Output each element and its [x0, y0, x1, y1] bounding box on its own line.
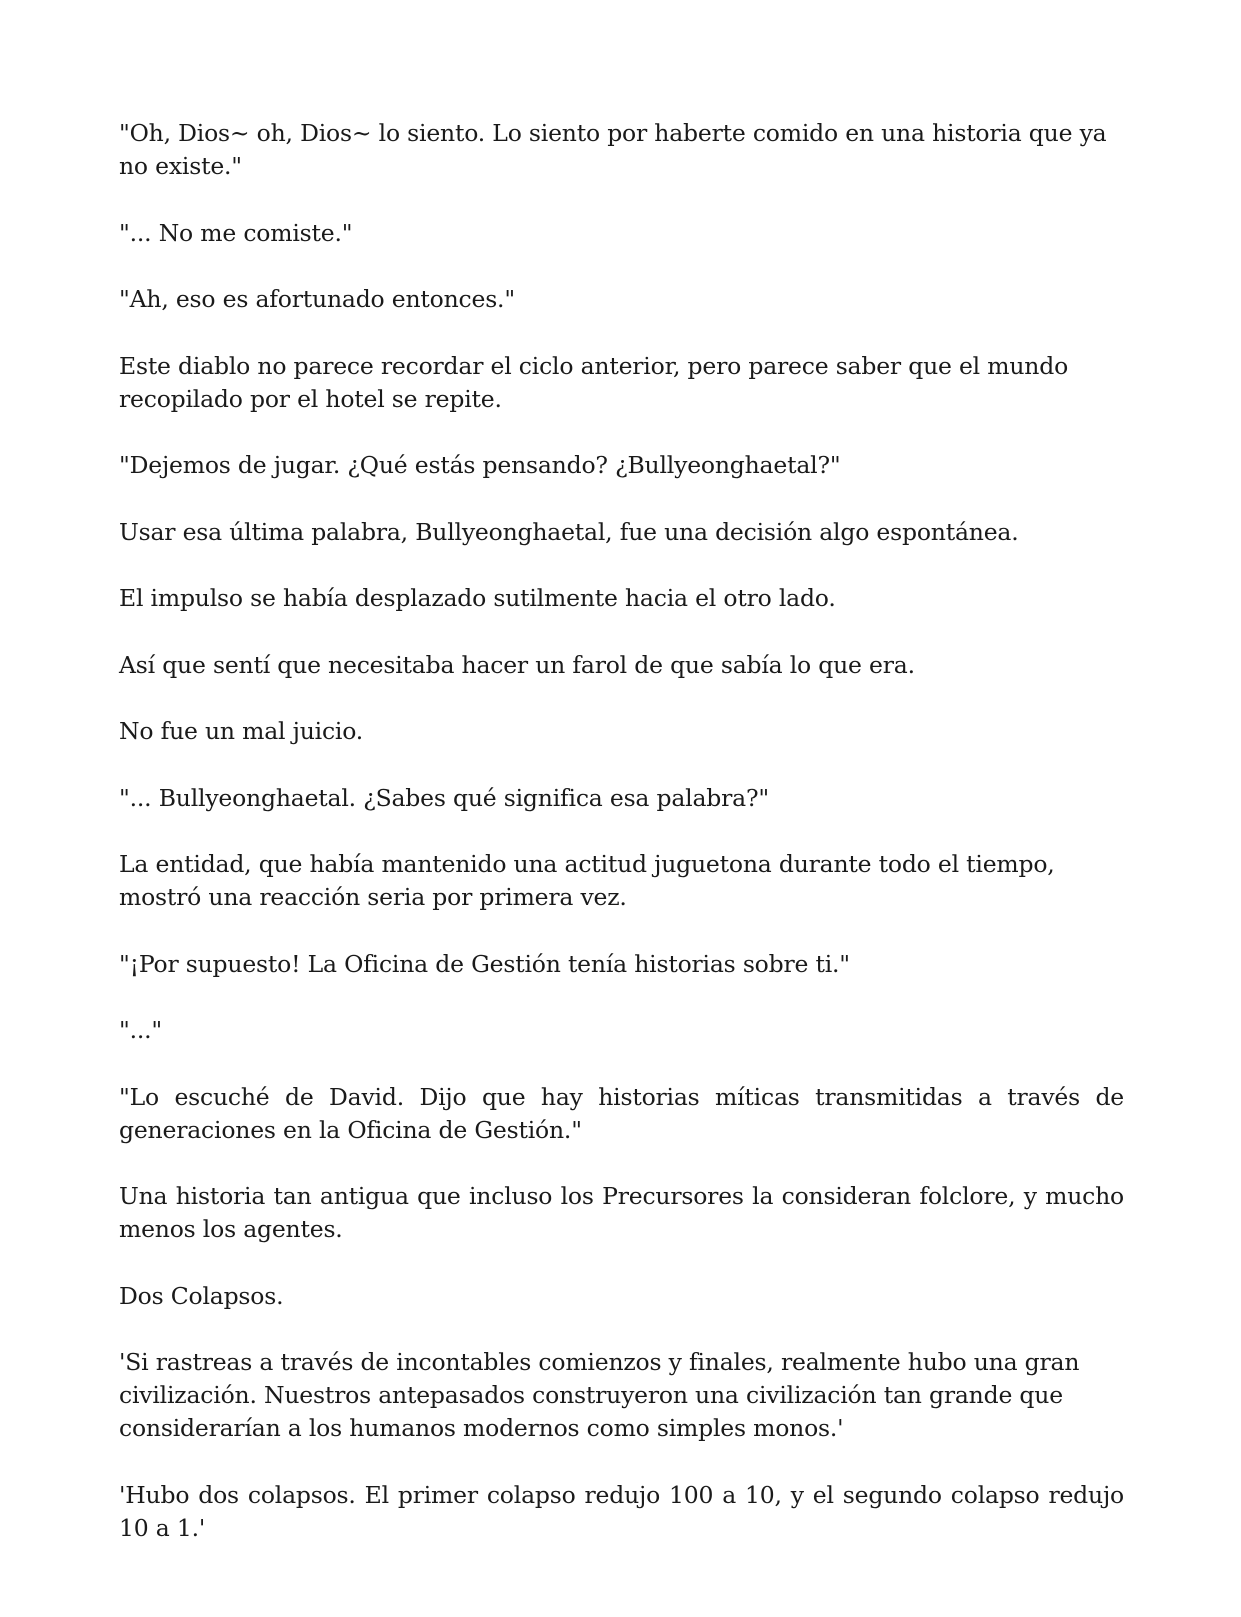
- paragraph: "Oh, Dios~ oh, Dios~ lo siento. Lo siento por haberte comido en una historia que ya no existe.": [119, 119, 1107, 180]
- paragraph: Usar esa última palabra, Bullyeonghaetal, fue una decisión algo espontánea.: [119, 517, 1019, 546]
- paragraph: "Ah, eso es afortunado entonces.": [119, 285, 515, 313]
- paragraph: El impulso se había desplazado sutilmente hacia el otro lado.: [119, 584, 836, 612]
- document-page: [119, 117, 1124, 1578]
- paragraph: Así que sentí que necesitaba hacer un farol de que sabía lo que era.: [119, 650, 915, 679]
- paragraph: La entidad, que había mantenido una actitud juguetona durante todo el tiempo, mostró una reacción seria por primera vez.: [119, 850, 1055, 911]
- paragraph: 'Si rastreas a través de incontables comienzos y finales, realmente hubo una gran civilización. Nuestros antepasados construyeron una civilización tan grande que considerarían a los humanos modernos como simples monos.': [119, 1348, 1080, 1442]
- paragraph: Una historia tan antigua que incluso los Precursores la consideran folclore, y mucho menos los agentes.: [119, 1182, 1124, 1243]
- paragraph: "¡Por supuesto! La Oficina de Gestión tenía historias sobre ti.": [119, 949, 850, 978]
- paragraph: "... Bullyeonghaetal. ¿Sabes qué significa esa palabra?": [119, 783, 769, 812]
- paragraph: Este diablo no parece recordar el ciclo anterior, pero parece saber que el mundo recopilado por el hotel se repite.: [119, 351, 1069, 413]
- paragraph: "Dejemos de jugar. ¿Qué estás pensando? ¿Bullyeonghaetal?": [119, 451, 841, 479]
- paragraph: No fue un mal juicio.: [119, 717, 364, 745]
- paragraph: 'Hubo dos colapsos. El primer colapso redujo 100 a 10, y el segundo colapso redujo 10 a 1.': [119, 1480, 1124, 1542]
- paragraph: Dos Colapsos.: [119, 1281, 284, 1310]
- paragraph: "...": [119, 1016, 163, 1044]
- paragraph: "... No me comiste.": [119, 218, 353, 247]
- paragraph: "Lo escuché de David. Dijo que hay historias míticas transmitidas a través de generaciones en la Oficina de Gestión.": [119, 1082, 1124, 1144]
